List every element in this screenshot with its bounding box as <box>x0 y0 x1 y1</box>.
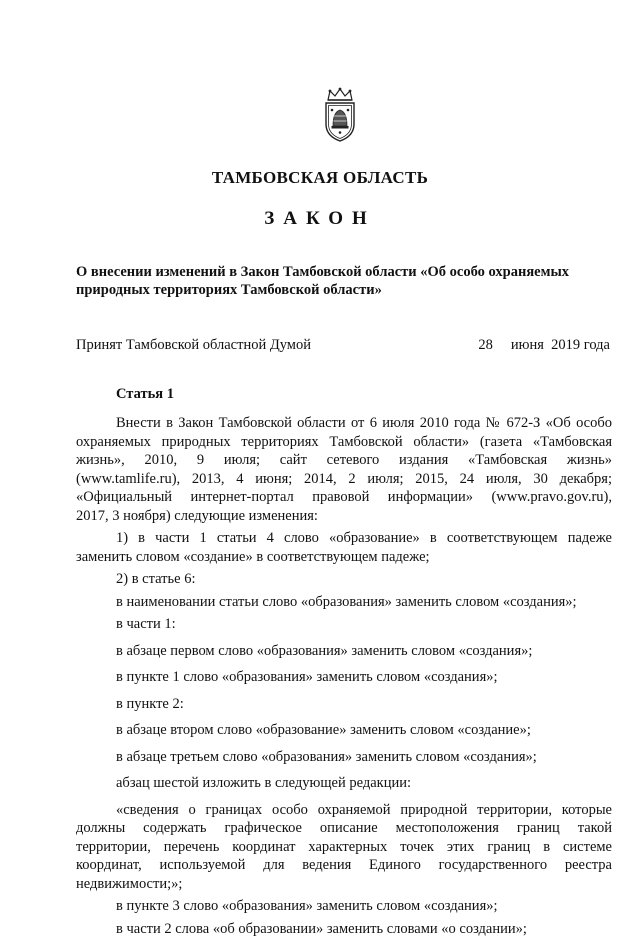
list-item: в части 2 слова «об образовании» заменить словами «о создании»; <box>76 920 612 938</box>
text-line: охраняемых природных территориях Тамбовской области» (газета «Тамбовская <box>76 433 612 452</box>
document-type: ЗАКОН <box>0 208 640 230</box>
law-title <box>76 263 616 299</box>
list-item: в пункте 1 слово «образования» заменить словом «создания»; <box>76 668 612 687</box>
article-intro <box>76 414 612 525</box>
text-line: «сведения о границах особо охраняемой природной территории, которые <box>76 801 612 820</box>
item-1 <box>76 529 612 566</box>
list-item: абзац шестой изложить в следующей редакции: <box>76 774 612 793</box>
article-heading: Статья 1 <box>116 386 174 403</box>
text-line: территории, перечень координат характерных точек этих границ в системе <box>76 838 612 857</box>
article-body <box>76 414 612 938</box>
list-item: в пункте 3 слово «образования» заменить словом «создания»; <box>76 897 612 916</box>
law-title-line: О внесении изменений в Закон Тамбовской области «Об особо охраняемых <box>76 263 616 281</box>
adoption-line <box>76 336 610 354</box>
list-item: в пункте 2: <box>76 695 612 714</box>
list-item: в части 1: <box>76 615 612 634</box>
text-line: 2017, 3 ноября) следующие изменения: <box>76 507 612 526</box>
text-line: (www.tamlife.ru), 2013, 4 июня; 2014, 2 июля; 2015, 24 июля, 30 декабря; <box>76 470 612 489</box>
text-line: жизнь», 2010, 9 июля; сайт сетевого издания «Тамбовская жизнь» <box>76 451 612 470</box>
adoption-month-year: июня 2019 года <box>511 337 610 353</box>
text-line: «Официальный интернет-портал правовой информации» (www.pravo.gov.ru), <box>76 488 612 507</box>
list-item: в абзаце первом слово «образования» заменить словом «создания»; <box>76 642 612 661</box>
text-line: должны содержать графическое описание местоположения границ такой <box>76 819 612 838</box>
list-item: в абзаце третьем слово «образования» заменить словом «создания»; <box>76 748 612 767</box>
text-line: Внести в Закон Тамбовской области от 6 июля 2010 года № 672-З «Об особо <box>76 414 612 433</box>
adoption-label: Принят Тамбовской областной Думой <box>76 337 311 353</box>
adoption-day: 28 <box>478 336 493 354</box>
list-item: 2) в статье 6: <box>76 570 612 589</box>
list-item: в абзаце втором слово «образование» заменить словом «создание»; <box>76 721 612 740</box>
text-line: заменить словом «создание» в соответствующем падеже; <box>76 548 612 567</box>
adoption-date <box>478 336 610 354</box>
list-item: в наименовании статьи слово «образования» заменить словом «создания»; <box>76 593 612 612</box>
text-line: 1) в части 1 статьи 4 слово «образование» в соответствующем падеже <box>76 529 612 548</box>
tambov-coat-of-arms-icon <box>318 86 362 144</box>
region-name: ТАМБОВСКАЯ ОБЛАСТЬ <box>0 168 640 188</box>
law-title-line: природных территориях Тамбовской области» <box>76 281 616 299</box>
text-line: недвижимости;»; <box>76 875 612 894</box>
text-line: координат, используемой для ведения Единого государственного реестра <box>76 856 612 875</box>
quoted-paragraph <box>76 801 612 894</box>
